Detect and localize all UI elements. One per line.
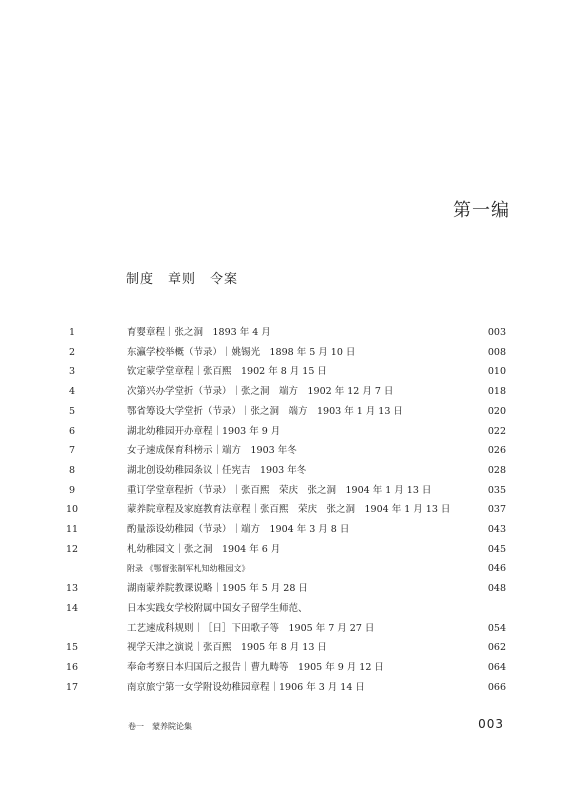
entry-page: 037 <box>487 504 506 516</box>
entry-page: 022 <box>487 425 506 437</box>
page-footer <box>0 717 582 739</box>
toc-entry-continuation[interactable] <box>0 620 582 638</box>
entry-page: 010 <box>487 366 506 378</box>
toc-entry[interactable] <box>0 423 582 441</box>
toc-entry[interactable] <box>0 344 582 362</box>
entry-page: 054 <box>487 622 506 634</box>
entry-title: 南京旅宁第一女学附设幼稚园章程｜1906 年 3 月 14 日 <box>127 681 365 693</box>
entry-number: 15 <box>65 642 79 654</box>
entry-page: 066 <box>487 681 506 693</box>
toc-entry[interactable] <box>0 600 582 618</box>
entry-page: 008 <box>487 346 506 358</box>
entry-number: 8 <box>68 464 76 476</box>
entry-title: 鄂省筹设大学堂折（节录）｜张之洞 端方 1903 年 1 月 13 日 <box>127 405 403 417</box>
entry-title: 重订学堂章程折（节录）｜张百熙 荣庆 张之洞 1904 年 1 月 13 日 <box>127 484 432 496</box>
entry-number: 5 <box>68 405 76 417</box>
entry-page: 062 <box>487 642 506 654</box>
running-footer-label: 卷一 蒙养院论集 <box>128 722 192 731</box>
toc-entry[interactable] <box>0 521 582 539</box>
entry-page: 045 <box>487 543 506 555</box>
toc-entry[interactable] <box>0 580 582 598</box>
entry-title: 湖北幼稚园开办章程｜1903 年 9 月 <box>127 425 281 437</box>
entry-title: 女子速成保育科榜示｜端方 1903 年冬 <box>127 445 297 457</box>
entry-title: 湖南蒙养院教课说略｜1905 年 5 月 28 日 <box>127 583 308 595</box>
toc-entry[interactable] <box>0 363 582 381</box>
part-title: 第一编 <box>453 200 510 221</box>
entry-title: 湖北创设幼稚园条议｜任宪吉 1903 年冬 <box>127 464 307 476</box>
entry-page: 018 <box>487 386 506 398</box>
toc-entry[interactable] <box>0 639 582 657</box>
section-title: 制度 章则 令案 <box>126 272 239 287</box>
entry-title: 育婴章程｜张之洞 1893 年 4 月 <box>127 327 271 338</box>
toc-entry[interactable] <box>0 383 582 401</box>
entry-number: 11 <box>65 524 79 535</box>
entry-title: 次第兴办学堂折（节录）｜张之洞 端方 1902 年 12 月 7 日 <box>127 386 394 398</box>
entry-title: 蒙养院章程及家庭教育法章程｜张百熙 荣庆 张之洞 1904 年 1 月 13 日 <box>127 504 451 516</box>
toc-entry[interactable] <box>0 482 582 500</box>
entry-number: 6 <box>68 425 76 437</box>
entry-number: 4 <box>68 386 76 398</box>
entry-title: 钦定蒙学堂章程｜张百熙 1902 年 8 月 15 日 <box>127 366 327 378</box>
entry-title: 札幼稚园文｜张之洞 1904 年 6 月 <box>127 543 281 555</box>
toc-entry-appendix[interactable] <box>0 560 582 578</box>
entry-title: 视学天津之演说｜张百熙 1905 年 8 月 13 日 <box>127 642 327 654</box>
entry-number: 13 <box>65 583 79 595</box>
entry-number: 7 <box>68 445 76 457</box>
entry-page: 046 <box>487 563 506 575</box>
toc-entry[interactable] <box>0 403 582 421</box>
entry-title: 日本实践女学校附属中国女子留学生师范、 <box>127 602 308 614</box>
page-number: 003 <box>478 717 504 731</box>
entry-number: 17 <box>65 681 79 693</box>
entry-page: 020 <box>487 405 506 417</box>
entry-page: 035 <box>487 484 506 496</box>
entry-page: 048 <box>487 583 506 595</box>
toc-entry[interactable] <box>0 442 582 460</box>
entry-number: 12 <box>65 543 79 555</box>
toc-entry[interactable] <box>0 462 582 480</box>
entry-title: 奉命考察日本归国后之报告｜曹九畴等 1905 年 9 月 12 日 <box>127 661 384 673</box>
entry-page: 028 <box>487 464 506 476</box>
entry-number: 2 <box>68 346 76 358</box>
toc-entry[interactable] <box>0 501 582 519</box>
toc-entry[interactable] <box>0 541 582 559</box>
entry-title: 酌量添设幼稚园（节录）｜端方 1904 年 3 月 8 日 <box>127 524 350 535</box>
entry-title: 附录 《鄂督张制军札知幼稚园文》 <box>127 564 250 574</box>
entry-title: 东瀛学校举概（节录）｜姚锡光 1898 年 5 月 10 日 <box>127 346 356 358</box>
entry-number: 16 <box>65 661 79 673</box>
entry-page: 064 <box>487 661 506 673</box>
toc-entry[interactable] <box>0 324 582 342</box>
entry-page: 043 <box>487 524 506 535</box>
entry-page: 003 <box>487 327 506 338</box>
entry-number: 1 <box>68 327 76 338</box>
entry-number: 9 <box>68 484 76 496</box>
entry-number: 3 <box>68 366 76 378</box>
entry-title: 工艺速成科规则｜［日］下田歌子等 1905 年 7 月 27 日 <box>127 622 375 634</box>
toc-entry[interactable] <box>0 679 582 697</box>
entry-number: 10 <box>65 504 79 516</box>
entry-number: 14 <box>65 602 79 614</box>
entry-page: 026 <box>487 445 506 457</box>
toc-entry[interactable] <box>0 659 582 677</box>
